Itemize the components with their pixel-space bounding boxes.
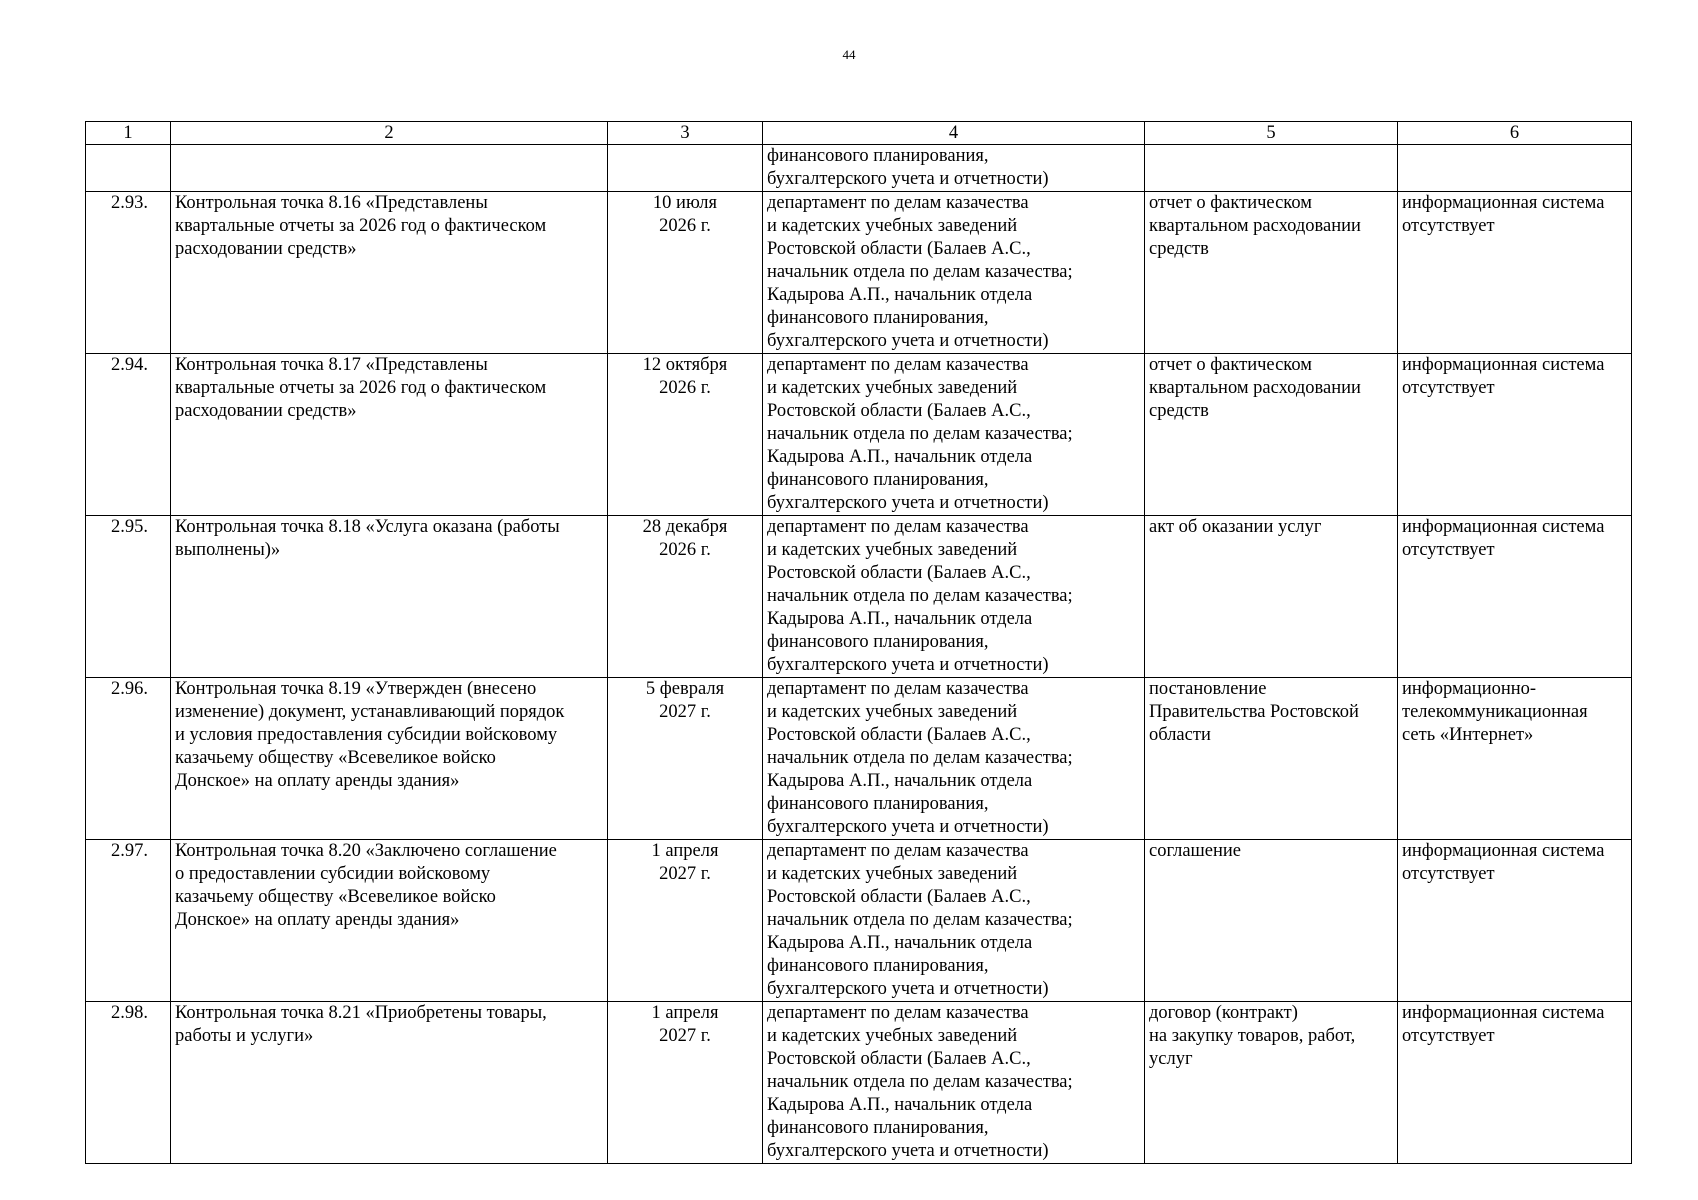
- row-number-cell: 2.95.: [86, 516, 171, 678]
- document-cell: [1145, 145, 1398, 192]
- responsible-cell: департамент по делам казачества и кадетских учебных заведений Ростовской области (Балаев А.С., начальник отдела по делам казачества; Кадырова А.П., начальник отдела финансового планирования, бухгалтерского учета и отчетности): [763, 516, 1145, 678]
- system-cell: информационная система отсутствует: [1398, 840, 1632, 1002]
- table-row-continuation: [86, 145, 1632, 192]
- row-number-cell: 2.93.: [86, 192, 171, 354]
- system-cell: информационная система отсутствует: [1398, 1002, 1632, 1164]
- system-cell: [1398, 145, 1632, 192]
- system-cell: информационная система отсутствует: [1398, 354, 1632, 516]
- event-cell: Контрольная точка 8.16 «Представлены квартальные отчеты за 2026 год о фактическом расходовании средств»: [171, 192, 608, 354]
- document-cell: отчет о фактическом квартальном расходовании средств: [1145, 192, 1398, 354]
- row-number-cell: [86, 145, 171, 192]
- event-cell: Контрольная точка 8.17 «Представлены квартальные отчеты за 2026 год о фактическом расходовании средств»: [171, 354, 608, 516]
- responsible-cell: департамент по делам казачества и кадетских учебных заведений Ростовской области (Балаев А.С., начальник отдела по делам казачества; Кадырова А.П., начальник отдела финансового планирования, бухгалтерского учета и отчетности): [763, 678, 1145, 840]
- column-header: 3: [608, 122, 763, 145]
- date-cell: 1 апреля 2027 г.: [608, 840, 763, 1002]
- row-number-cell: 2.94.: [86, 354, 171, 516]
- document-cell: договор (контракт) на закупку товаров, работ, услуг: [1145, 1002, 1398, 1164]
- system-cell: информационная система отсутствует: [1398, 516, 1632, 678]
- row-number-cell: 2.97.: [86, 840, 171, 1002]
- event-cell: Контрольная точка 8.20 «Заключено соглашение о предоставлении субсидии войсковому казачьему обществу «Всевеликое войско Донское» на оплату аренды здания»: [171, 840, 608, 1002]
- date-cell: 12 октября 2026 г.: [608, 354, 763, 516]
- table-row: [86, 678, 1632, 840]
- control-points-table: [85, 121, 1632, 1164]
- event-cell: Контрольная точка 8.19 «Утвержден (внесено изменение) документ, устанавливающий порядок и условия предоставления субсидии войсковому казачьему обществу «Всевеликое войско Донское» на оплату аренды здания»: [171, 678, 608, 840]
- column-header: 6: [1398, 122, 1632, 145]
- document-cell: соглашение: [1145, 840, 1398, 1002]
- system-cell: информационно- телекоммуникационная сеть «Интернет»: [1398, 678, 1632, 840]
- row-number-cell: 2.98.: [86, 1002, 171, 1164]
- system-cell: информационная система отсутствует: [1398, 192, 1632, 354]
- document-cell: постановление Правительства Ростовской области: [1145, 678, 1398, 840]
- document-cell: отчет о фактическом квартальном расходовании средств: [1145, 354, 1398, 516]
- date-cell: 5 февраля 2027 г.: [608, 678, 763, 840]
- document-cell: акт об оказании услуг: [1145, 516, 1398, 678]
- responsible-cell: финансового планирования, бухгалтерского учета и отчетности): [763, 145, 1145, 192]
- event-cell: Контрольная точка 8.21 «Приобретены товары, работы и услуги»: [171, 1002, 608, 1164]
- column-header: 2: [171, 122, 608, 145]
- column-header: 5: [1145, 122, 1398, 145]
- event-cell: Контрольная точка 8.18 «Услуга оказана (работы выполнены)»: [171, 516, 608, 678]
- date-cell: 28 декабря 2026 г.: [608, 516, 763, 678]
- row-number-cell: 2.96.: [86, 678, 171, 840]
- page-number: 44: [842, 47, 856, 62]
- column-header: 4: [763, 122, 1145, 145]
- table-header-row: [86, 122, 1632, 145]
- responsible-cell: департамент по делам казачества и кадетских учебных заведений Ростовской области (Балаев А.С., начальник отдела по делам казачества; Кадырова А.П., начальник отдела финансового планирования, бухгалтерского учета и отчетности): [763, 840, 1145, 1002]
- column-header: 1: [86, 122, 171, 145]
- responsible-cell: департамент по делам казачества и кадетских учебных заведений Ростовской области (Балаев А.С., начальник отдела по делам казачества; Кадырова А.П., начальник отдела финансового планирования, бухгалтерского учета и отчетности): [763, 192, 1145, 354]
- table-row: [86, 840, 1632, 1002]
- responsible-cell: департамент по делам казачества и кадетских учебных заведений Ростовской области (Балаев А.С., начальник отдела по делам казачества; Кадырова А.П., начальник отдела финансового планирования, бухгалтерского учета и отчетности): [763, 354, 1145, 516]
- table-row: [86, 516, 1632, 678]
- date-cell: 10 июля 2026 г.: [608, 192, 763, 354]
- table-row: [86, 1002, 1632, 1164]
- date-cell: [608, 145, 763, 192]
- table-row: [86, 354, 1632, 516]
- event-cell: [171, 145, 608, 192]
- table-row: [86, 192, 1632, 354]
- date-cell: 1 апреля 2027 г.: [608, 1002, 763, 1164]
- responsible-cell: департамент по делам казачества и кадетских учебных заведений Ростовской области (Балаев А.С., начальник отдела по делам казачества; Кадырова А.П., начальник отдела финансового планирования, бухгалтерского учета и отчетности): [763, 1002, 1145, 1164]
